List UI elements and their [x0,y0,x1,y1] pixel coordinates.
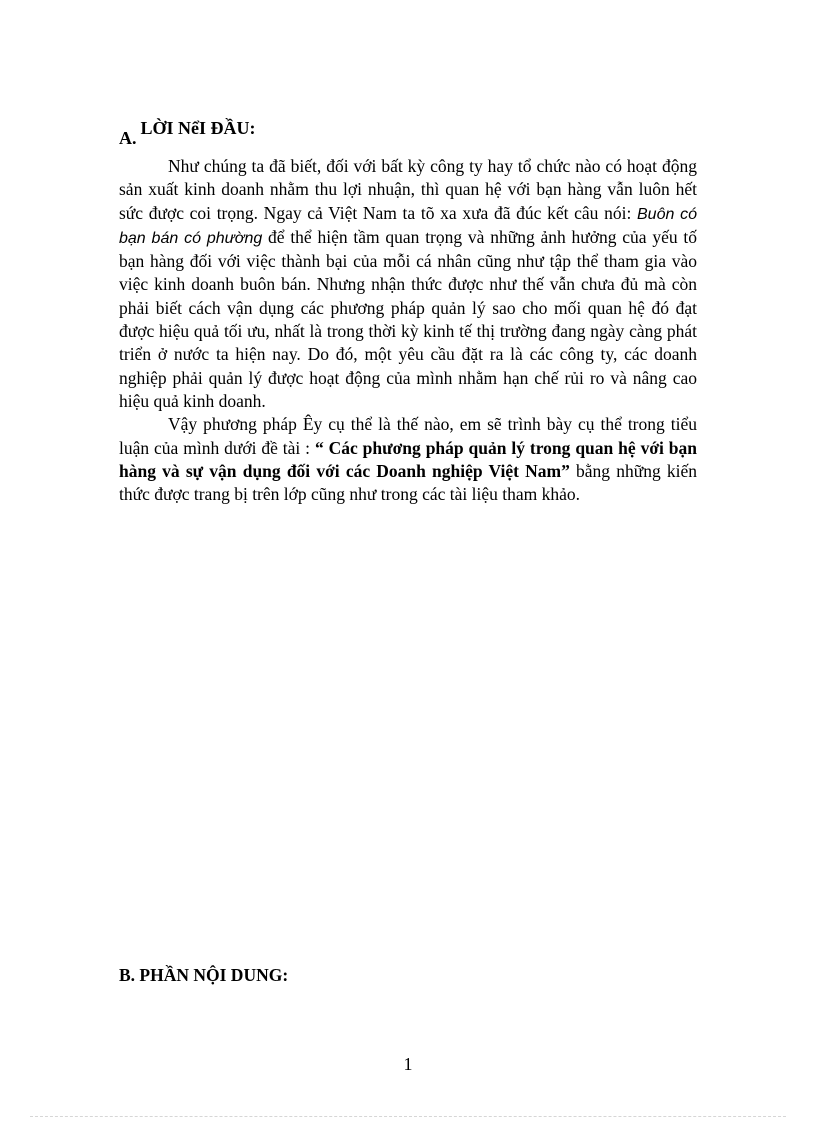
section-a-prefix: A. [119,128,137,148]
body-text [119,155,697,506]
paragraph-2 [119,413,697,506]
paragraph-1-text-end: để thể hiện tầm quan trọng và những ảnh hưởng của yếu tố bạn hàng đối với việc thành bại của mỗi cá nhân cũng như tập thể tham gia vào việc kinh doanh buôn bán. Nhưng nhận thức được như thế vẫn chưa đủ mà còn phải biết cách vận dụng các phương pháp quản lý sao cho mối quan hệ đó đạt được hiệu quả tối ưu, nhất là trong thời kỳ kinh tế thị trường đang ngày càng phát triển ở nước ta hiện nay. Do đó, một yêu cầu đặt ra là các công ty, các doanh nghiệp phải quản lý được hoạt động của mình nhằm hạn chế rủi ro và nâng cao hiệu quả kinh doanh. [119,226,698,411]
paragraph-2-text-start: Vậy phương pháp Êy cụ thể là thế nào, em sẽ trình bày cụ thể trong tiểu luận của mình dưới đề tài : [119,414,697,458]
page-number: 1 [403,1054,413,1074]
paragraph-1-text-start: Như chúng ta đã biết, đối với bất kỳ công ty hay tổ chức nào có hoạt động sản xuất kinh doanh nhằm thu lợi nhuận, thì quan hệ với bạn hàng vẫn luôn hết sức được coi trọng. Ngay cả Việt Nam ta tõ xa xưa đã đúc kết câu nói: [119,156,697,223]
thesis-title: “ Các phương pháp quản lý trong quan hệ với bạn hàng và sự vận dụng đối với các Doanh nghiệp Việt Nam” [119,437,697,481]
proverb-quote: Buôn có bạn bán có phường [119,205,698,247]
section-b-heading: B. PHẦN NỘI DUNG: [119,965,289,985]
paragraph-2-text-end: bằng những kiến thức được trang bị trên lớp cũng như trong các tài liệu tham khảo. [119,460,697,505]
paragraph-1 [119,155,697,413]
page-bottom-rule [30,1116,786,1117]
section-a-heading [119,118,256,148]
section-a-title: LỜI NểI ĐẦU: [140,118,256,138]
